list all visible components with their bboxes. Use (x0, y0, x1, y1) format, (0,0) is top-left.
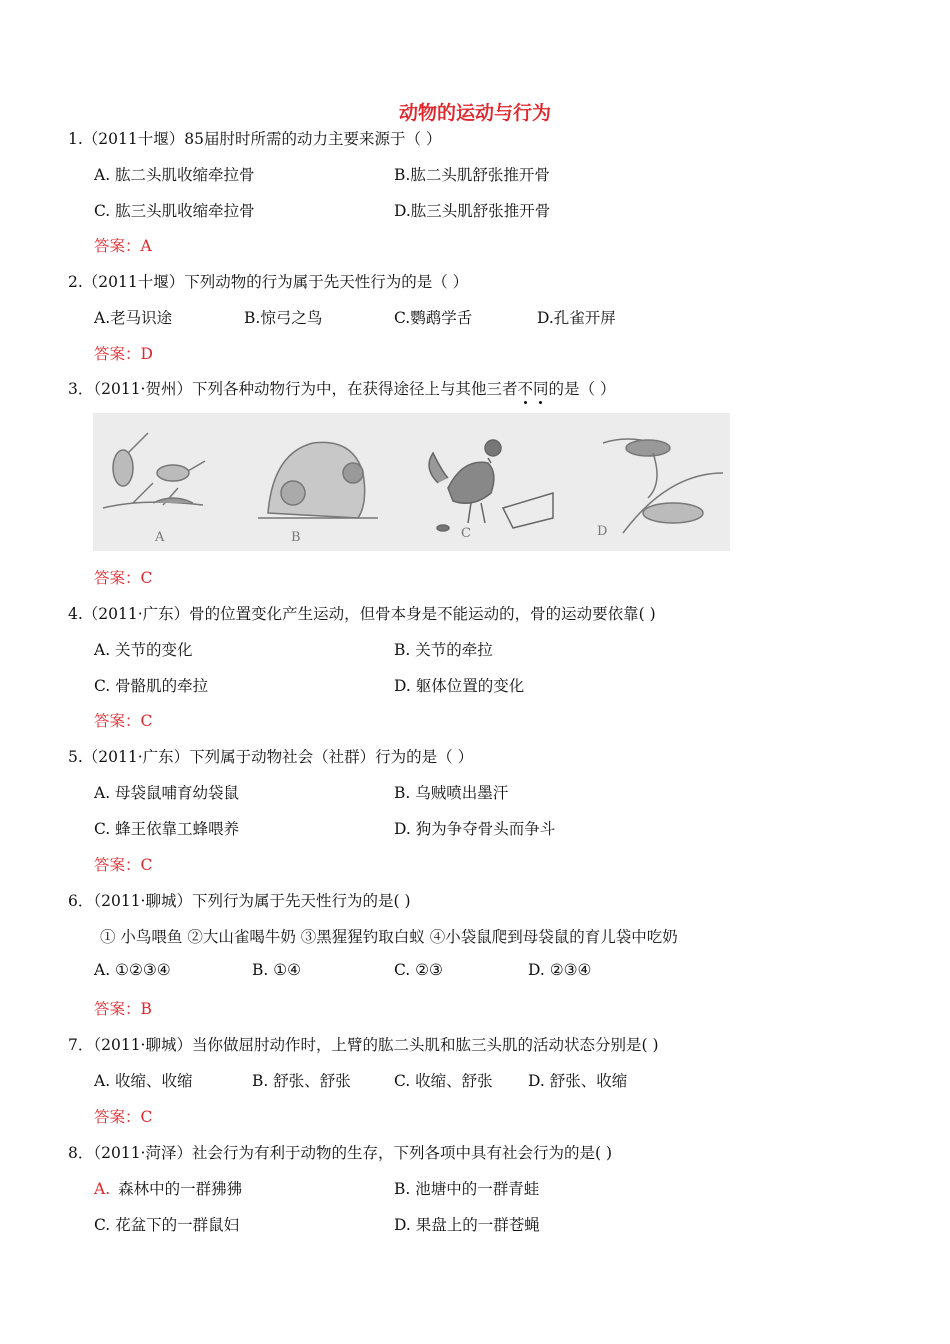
question-2-answer: 答案：D (94, 345, 153, 363)
question-5-answer: 答案：C (94, 856, 153, 874)
bird-nest-icon (603, 439, 723, 533)
question-2-option-a: A.老马识途 (94, 309, 173, 327)
figure-label-b: B (291, 530, 301, 545)
question-4-answer: 答案：C (94, 712, 153, 730)
question-5-option-b: B. 乌贼喷出墨汗 (394, 784, 509, 802)
question-8-option-c: C. 花盆下的一群鼠妇 (94, 1216, 240, 1234)
question-7-answer: 答案：C (94, 1108, 153, 1126)
question-2-option-d: D.孔雀开屏 (537, 309, 616, 327)
emphasis-char-1: 不 (518, 377, 534, 399)
question-1-option-d: D.肱三头肌舒张推开骨 (394, 202, 551, 220)
question-6-option-d: D. ②③④ (528, 961, 592, 979)
question-8-option-d: D. 果盘上的一群苍蝇 (394, 1216, 540, 1234)
figure-label-c: C (461, 526, 471, 541)
question-4-option-c: C. 骨骼肌的牵拉 (94, 677, 209, 695)
question-7-option-a: A. 收缩、收缩 (94, 1072, 193, 1090)
question-6-option-c: C. ②③ (394, 961, 443, 979)
question-6-answer: 答案：B (94, 1000, 152, 1018)
figure-label-d: D (597, 524, 608, 539)
question-3-stem (68, 377, 615, 399)
rooster-icon (429, 440, 553, 531)
question-6-stem: 6．（2011·聊城）下列行为属于先天性行为的是( ) (68, 892, 411, 910)
question-8-option-a-text: 森林中的一群狒狒 (118, 1180, 243, 1198)
figure-label-a: A (155, 530, 165, 545)
question-6-statements: ① 小鸟喂鱼 ②大山雀喝牛奶 ③黑猩猩钓取白蚁 ④小袋鼠爬到母袋鼠的育儿袋中吃奶 (100, 928, 678, 946)
question-1-answer: 答案：A (94, 237, 152, 255)
question-8-option-a-letter: A. (94, 1180, 111, 1198)
question-6-option-b: B. ①④ (252, 961, 302, 979)
question-5-option-d: D. 狗为争夺骨头而争斗 (394, 820, 556, 838)
question-8-stem: 8．（2011·菏泽）社会行为有利于动物的生存，下列各项中具有社会行为的是( ) (68, 1144, 613, 1162)
question-1-option-a: A. 肱二头肌收缩牵拉骨 (94, 166, 255, 184)
question-4-stem: 4.（2011·广东）骨的位置变化产生运动，但骨本身是不能运动的，骨的运动要依靠( ) (68, 605, 656, 623)
bird-feeding-icon (103, 433, 205, 508)
question-4-option-b: B. 关节的牵拉 (394, 641, 493, 659)
question-7-option-c: C. 收缩、舒张 (394, 1072, 493, 1090)
emphasis-char-2: 同 (533, 377, 549, 399)
page-title: 动物的运动与行为 (398, 102, 551, 124)
question-7-option-b: B. 舒张、舒张 (252, 1072, 351, 1090)
question-8-option-b: B. 池塘中的一群青蛙 (394, 1180, 540, 1198)
question-1-option-b: B.肱二头肌舒张推开骨 (394, 166, 550, 184)
question-1-option-c: C. 肱三头肌收缩牵拉骨 (94, 202, 255, 220)
question-2-option-b: B.惊弓之鸟 (244, 309, 323, 327)
animal-behavior-illustration (93, 413, 730, 551)
question-2-option-c: C.鹦鹉学舌 (394, 309, 473, 327)
question-3-stem-prefix: 3．（2011·贺州）下列各种动物行为中，在获得途径上与其他三者 (68, 380, 518, 398)
question-3-figure (93, 413, 730, 551)
question-3-stem-suffix: 的是（ ） (548, 380, 616, 398)
question-7-stem: 7．（2011·聊城）当你做屈肘动作时，上臂的肱二头肌和肱三头肌的活动状态分别是( ) (68, 1036, 659, 1054)
question-4-option-a: A. 关节的变化 (94, 641, 193, 659)
question-4-option-d: D. 躯体位置的变化 (394, 677, 525, 695)
question-5-stem: 5.（2011·广东）下列属于动物社会（社群）行为的是（ ） (68, 748, 474, 766)
question-5-option-a: A. 母袋鼠哺育幼袋鼠 (94, 784, 240, 802)
question-6-option-a: A. ①②③④ (94, 961, 171, 979)
mammal-nursing-icon (258, 442, 378, 518)
question-5-option-c: C. 蜂王依靠工蜂喂养 (94, 820, 240, 838)
question-7-option-d: D. 舒张、收缩 (528, 1072, 628, 1090)
question-2-stem: 2.（2011十堰）下列动物的行为属于先天性行为的是（ ） (68, 273, 469, 291)
question-1-stem: 1.（2011十堰）85届肘时所需的动力主要来源于（ ） (68, 130, 442, 148)
question-3-answer: 答案：C (94, 569, 153, 587)
question-8-option-a (94, 1177, 242, 1199)
